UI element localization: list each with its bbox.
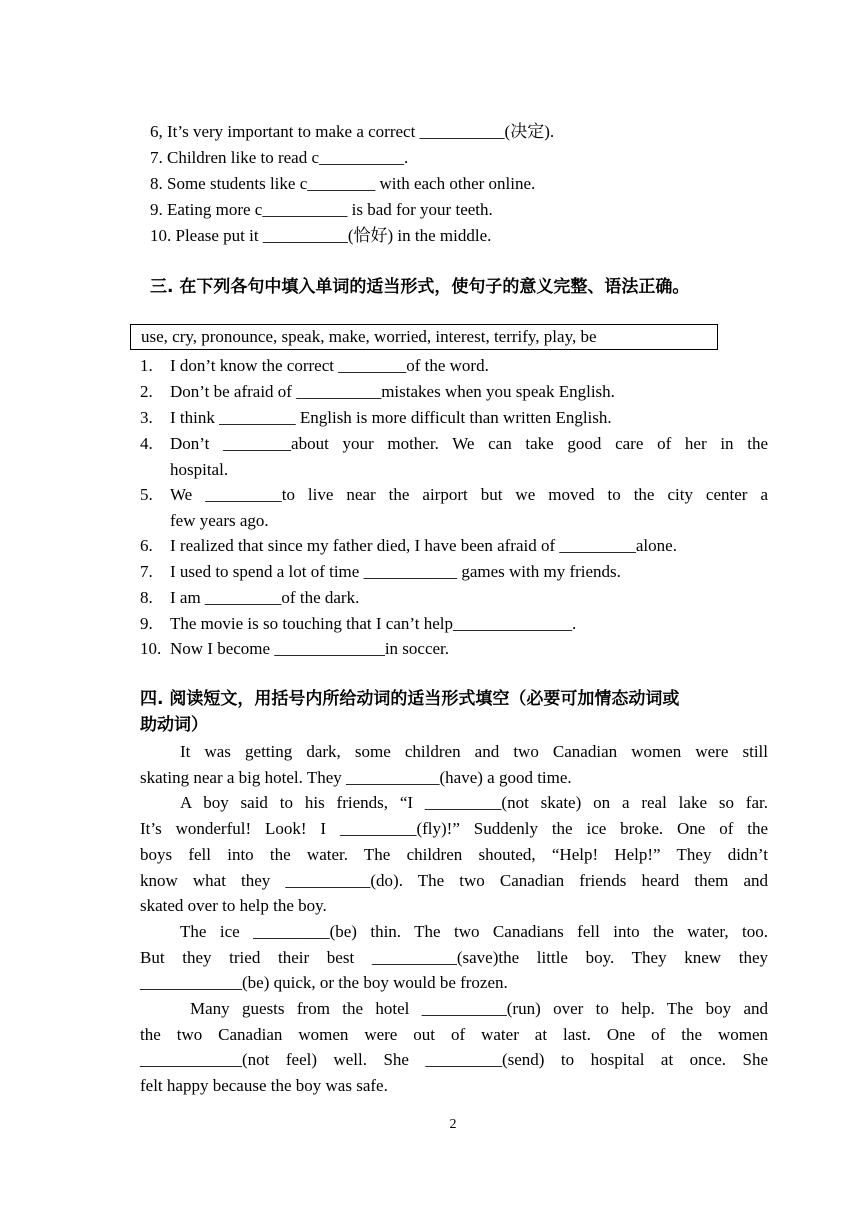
passage-line: But they tried their best __________(save)the little boy. They knew they — [140, 948, 768, 967]
list-item: I don’t know the correct ________of the word. — [170, 356, 489, 375]
exercise-item-10: 10. Please put it __________(恰好) in the middle. — [150, 226, 492, 245]
list-item-number: 1. — [140, 356, 153, 375]
list-item: I am _________of the dark. — [170, 588, 360, 607]
passage-line: A boy said to his friends, “I _________(not skate) on a real lake so far. — [180, 793, 768, 812]
exercise-item-8: 8. Some students like c________ with each other online. — [150, 174, 536, 193]
passage-line: ____________(be) quick, or the boy would be frozen. — [140, 973, 508, 992]
passage-line: It’s wonderful! Look! I _________(fly)!” Suddenly the ice broke. One of the — [140, 819, 768, 838]
list-item-number: 3. — [140, 408, 153, 427]
passage-line: skating near a big hotel. They ___________(have) a good time. — [140, 768, 572, 787]
list-item-continuation: few years ago. — [170, 511, 269, 530]
list-item: Don’t be afraid of __________mistakes when you speak English. — [170, 382, 615, 401]
passage-line: skated over to help the boy. — [140, 896, 327, 915]
exercise-item-6: 6, It’s very important to make a correct __________(决定). — [150, 122, 555, 141]
list-item: We _________to live near the airport but we moved to the city center a — [170, 485, 768, 504]
list-item-number: 2. — [140, 382, 153, 401]
section-4-heading-continuation: 助动词） — [140, 715, 208, 735]
list-item: I used to spend a lot of time ___________ games with my friends. — [170, 562, 621, 581]
list-item-number: 6. — [140, 536, 153, 555]
section-4-heading: 四. 阅读短文，用括号内所给动词的适当形式填空（必要可加情态动词或 — [140, 689, 680, 709]
passage-line: the two Canadian women were out of water at last. One of the women — [140, 1025, 768, 1044]
passage-line: boys fell into the water. The children shouted, “Help! Help!” They didn’t — [140, 845, 768, 864]
passage-line: know what they __________(do). The two Canadian friends heard them and — [140, 871, 768, 890]
list-item-number: 5. — [140, 485, 153, 504]
section-3-heading: 三. 在下列各句中填入单词的适当形式，使句子的意义完整、语法正确。 — [150, 277, 690, 297]
list-item-number: 8. — [140, 588, 153, 607]
list-item: The movie is so touching that I can’t help______________. — [170, 614, 577, 633]
passage-line: felt happy because the boy was safe. — [140, 1076, 388, 1095]
passage-line: Many guests from the hotel __________(run) over to help. The boy and — [190, 999, 768, 1018]
list-item: Don’t ________about your mother. We can take good care of her in the — [170, 434, 768, 453]
passage-line: It was getting dark, some children and two Canadian women were still — [180, 742, 768, 761]
passage-line: The ice _________(be) thin. The two Canadians fell into the water, too. — [180, 922, 768, 941]
list-item: I think _________ English is more difficult than written English. — [170, 408, 612, 427]
exercise-item-7: 7. Children like to read c__________. — [150, 148, 409, 167]
exercise-item-9: 9. Eating more c__________ is bad for your teeth. — [150, 200, 493, 219]
list-item-number: 10. — [140, 639, 162, 658]
list-item-number: 7. — [140, 562, 153, 581]
page-number: 2 — [449, 1117, 457, 1132]
list-item-number: 9. — [140, 614, 153, 633]
word-bank-box: use, cry, pronounce, speak, make, worried, interest, terrify, play, be — [130, 324, 718, 350]
list-item-continuation: hospital. — [170, 460, 229, 479]
list-item-number: 4. — [140, 434, 153, 453]
list-item: Now I become _____________in soccer. — [170, 639, 450, 658]
passage-line: ____________(not feel) well. She _________(send) to hospital at once. She — [140, 1050, 768, 1069]
list-item: I realized that since my father died, I have been afraid of _________alone. — [170, 536, 677, 555]
